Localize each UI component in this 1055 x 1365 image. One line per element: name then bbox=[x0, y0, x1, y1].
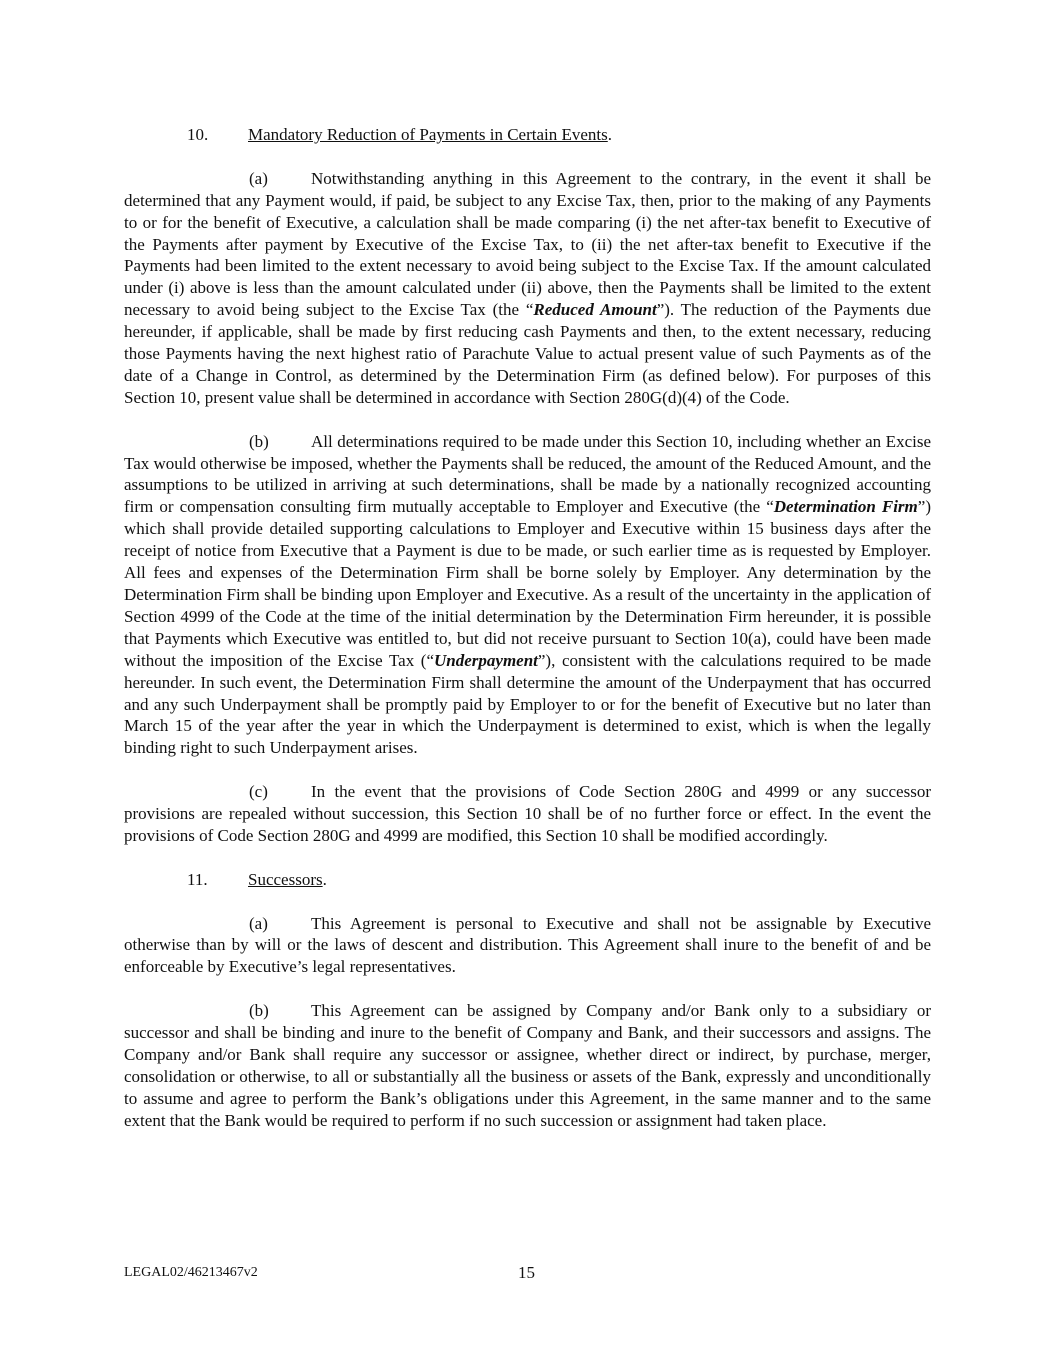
defined-term: Determination Firm bbox=[773, 497, 918, 517]
paragraph-text: ”), consistent with the calculations required to be made hereunder. In such event, the Determination Firm shall determine the amount of the Underpayment that has occurred and any such Underpayment shall be promptly paid by Employer to or for the benefit of Executive but no later than March 15 of the year after the year in which the Underpayment is determined to exist, which is when the legally binding right to such Underpayment arises. bbox=[124, 650, 931, 758]
section-10-heading bbox=[124, 124, 931, 146]
paragraph-text: ”). The reduction of the Payments due hereunder, if applicable, shall be made by first reducing cash Payments and then, to the extent necessary, reducing those Payments having the next highest ratio of Parachute Value to actual present value of such Payments as of the date of a Change in Control, as determined by the Determination Firm (as defined below). For purposes of this Section 10, present value shall be determined in accordance with Section 280G(d)(4) of the Code. bbox=[124, 300, 931, 407]
subsection-label: (a) bbox=[249, 913, 268, 933]
defined-term: Reduced Amount bbox=[533, 300, 657, 320]
paragraph-text: All determinations required to be made under this Section 10, including whether an Excise Tax would otherwise be imposed, whether the Payments shall be reduced, the amount of the Reduced Amount, and the assumptions to be utilized in arriving at such determinations, shall be made by a nationally recognized accounting firm or compensation consulting firm mutually acceptable to Employer and Executive (the “ bbox=[124, 431, 931, 517]
section-number: 10. bbox=[187, 125, 209, 144]
section-title: Successors bbox=[248, 869, 323, 889]
paragraph-text: This Agreement is personal to Executive and shall not be assignable by Executive otherwise than by will or the laws of descent and distribution. This Agreement shall inure to the benefit of and be enforceable by Executive’s legal representatives. bbox=[124, 913, 931, 977]
page-number: 15 bbox=[518, 1263, 535, 1282]
subsection-label: (c) bbox=[249, 782, 268, 802]
subsection-label: (a) bbox=[249, 168, 268, 188]
section-number: 11. bbox=[187, 869, 208, 889]
subsection-label: (b) bbox=[249, 1001, 269, 1021]
section-title-period: . bbox=[607, 125, 613, 144]
subsection-label: (b) bbox=[249, 431, 269, 451]
section-10-c bbox=[124, 781, 931, 847]
paragraph-text: This Agreement can be assigned by Company and/or Bank only to a subsidiary or successor and shall be binding and inure to the benefit of Company and Bank, and their successors and assigns. The Company and/or Bank shall require any successor or assignee, whether direct or indirect, by purchase, merger, consolidation or otherwise, to all or substantially all the business or assets of the Bank, expressly and unconditionally to assume and agree to perform the Bank’s obligations under this Agreement, in the same manner and to the same extent that the Bank would be required to perform if no such succession or assignment had taken place. bbox=[124, 1001, 931, 1130]
section-10-b bbox=[124, 431, 931, 760]
paragraph-text: In the event that the provisions of Code Section 280G and 4999 or any successor provisions are repealed without succession, this Section 10 shall be of no further force or effect. In the event the provisions of Code Section 280G and 4999 are modified, this Section 10 shall be modified accordingly. bbox=[124, 782, 931, 845]
section-title: Mandatory Reduction of Payments in Certain Events bbox=[248, 125, 608, 144]
section-10-a bbox=[124, 168, 931, 409]
section-title-period: . bbox=[322, 869, 327, 889]
document-id: LEGAL02/46213467v2 bbox=[124, 1265, 258, 1280]
paragraph-text: ”) which shall provide detailed supporting calculations to Employer and Executive within 15 business days after the receipt of notice from Executive that a Payment is due to be made, or such earlier time as is requested by Employer. All fees and expenses of the Determination Firm shall be borne solely by Employer. Any determination by the Determination Firm shall be binding upon Employer and Executive. As a result of the uncertainty in the application of Section 4999 of the Code at the time of the initial determination by the Determination Firm hereunder, it is possible that Payments which Executive was entitled to, but did not receive pursuant to Section 10(a), could have been made without the imposition of the Excise Tax (“ bbox=[124, 497, 931, 670]
paragraph-text: Notwithstanding anything in this Agreement to the contrary, in the event it shall be determined that any Payment would, if paid, be subject to any Excise Tax, then, prior to the making of any Payments to or for the benefit of Executive, a calculation shall be made comparing (i) the net after-tax benefit to Executive of the Payments after payment by Executive of the Excise Tax, to (ii) the net after-tax benefit to Executive if the Payments had been limited to the extent necessary to avoid being subject to the Excise Tax. If the amount calculated under (i) above is less than the amount calculated under (ii) above, then the Payments shall be limited to the extent necessary to avoid being subject to the Excise Tax (the “ bbox=[124, 168, 931, 320]
section-11-a bbox=[124, 913, 931, 979]
defined-term: Underpayment bbox=[434, 650, 538, 670]
section-11-b bbox=[124, 1000, 931, 1131]
section-11-heading bbox=[124, 869, 931, 891]
document-page bbox=[124, 124, 931, 1153]
